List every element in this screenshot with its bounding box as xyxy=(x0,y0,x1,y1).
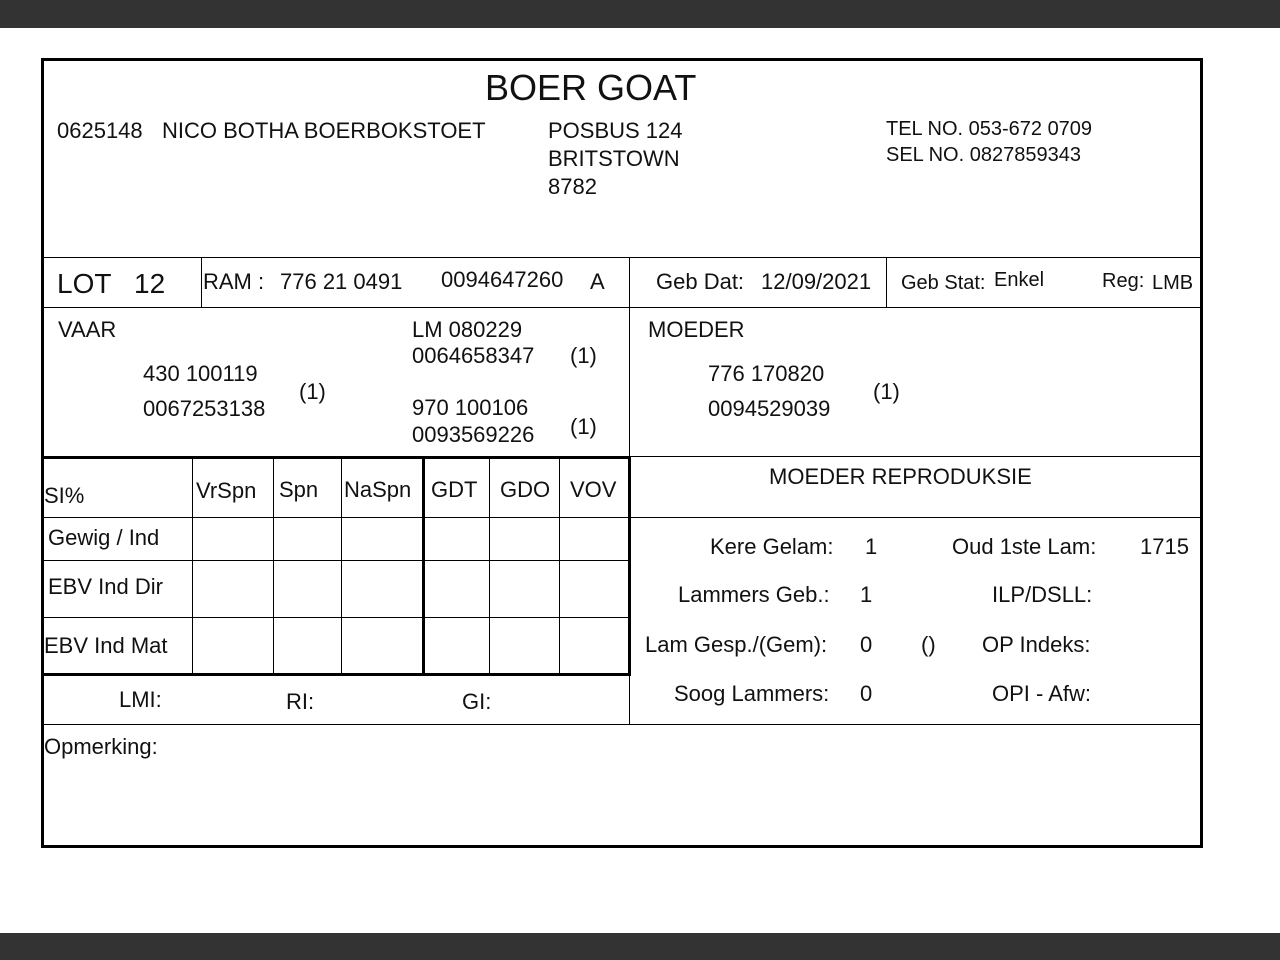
divider xyxy=(44,307,1202,308)
divider xyxy=(886,258,887,308)
grid-header-vov: VOV xyxy=(570,477,617,502)
address-line: POSBUS 124 xyxy=(548,118,683,143)
grid-col xyxy=(192,459,193,676)
gi-label: GI: xyxy=(462,689,492,714)
gesp-value: 0 xyxy=(860,632,873,657)
grid-col xyxy=(273,459,274,675)
grid-rule xyxy=(44,517,630,518)
divider xyxy=(201,258,202,308)
divider xyxy=(44,257,1202,258)
birth-date-label: Geb Dat: xyxy=(656,269,745,294)
grid-col xyxy=(559,459,560,675)
repro-heading: MOEDER REPRODUKSIE xyxy=(769,464,1032,489)
sire-id: 430 100119 xyxy=(143,361,258,386)
birth-date: 12/09/2021 xyxy=(761,269,872,294)
soog-value: 0 xyxy=(860,681,873,706)
reg-value: LMB xyxy=(1152,272,1194,294)
remarks-label: Opmerking: xyxy=(44,734,158,759)
grid-header-gdo: GDO xyxy=(500,477,551,502)
ri-label: RI: xyxy=(286,689,315,714)
kere-label: Kere Gelam: xyxy=(710,534,834,559)
grandsire-count: (1) xyxy=(570,343,597,368)
birth-status-label: Geb Stat: xyxy=(901,272,986,294)
grid-bottom-border xyxy=(44,673,631,676)
ilp-label: ILP/DSLL: xyxy=(992,582,1093,607)
op-label: OP Indeks: xyxy=(982,632,1091,657)
dam-number: 0094529039 xyxy=(708,396,831,421)
cell-number: SEL NO. 0827859343 xyxy=(886,144,1081,166)
grid-col xyxy=(628,459,631,676)
sire-number: 0067253138 xyxy=(143,396,266,421)
granddam-number: 0093569226 xyxy=(412,422,535,447)
grid-row-label: Gewig / Ind xyxy=(48,525,160,550)
grandsire-id: LM 080229 xyxy=(412,317,523,342)
breeder-code: 0625148 xyxy=(57,118,143,143)
grid-header-spn: Spn xyxy=(279,477,319,502)
grid-header-vrspn: VrSpn xyxy=(196,478,257,503)
grid-rule xyxy=(44,560,630,561)
grid-col xyxy=(489,459,490,675)
grid-top-border xyxy=(44,457,631,459)
grid-row-label: EBV Ind Mat xyxy=(44,633,168,658)
grid-header-naspn: NaSpn xyxy=(344,477,412,502)
gem-value: () xyxy=(921,632,936,657)
ram-number: 0094647260 xyxy=(441,267,564,292)
lammers-value: 1 xyxy=(860,582,873,607)
reg-label: Reg: xyxy=(1102,270,1145,292)
ram-id: 776 21 0491 xyxy=(280,269,403,294)
gesp-label: Lam Gesp./(Gem): xyxy=(645,632,828,657)
grid-rule xyxy=(44,617,630,618)
oud-value: 1715 xyxy=(1140,534,1189,559)
dam-id: 776 170820 xyxy=(708,361,825,386)
grandsire-number: 0064658347 xyxy=(412,343,535,368)
grid-col xyxy=(422,459,425,675)
address-line: 8782 xyxy=(548,174,597,199)
kere-value: 1 xyxy=(865,534,878,559)
birth-status: Enkel xyxy=(994,269,1045,291)
sire-count: (1) xyxy=(299,379,326,404)
tel-number: TEL NO. 053-672 0709 xyxy=(886,118,1093,140)
breeder-name: NICO BOTHA BOERBOKSTOET xyxy=(162,118,486,143)
dam-label: MOEDER xyxy=(648,317,745,342)
lmi-label: LMI: xyxy=(119,687,162,712)
opi-label: OPI - Afw: xyxy=(992,681,1092,706)
lot-number: 12 xyxy=(134,268,166,299)
ram-label: RAM : xyxy=(203,269,265,294)
grid-col xyxy=(341,459,342,675)
sire-label: VAAR xyxy=(58,317,117,342)
ram-grade: A xyxy=(590,269,605,294)
bottom-bar xyxy=(0,933,1280,960)
lammers-label: Lammers Geb.: xyxy=(678,582,830,607)
grid-row-label: EBV Ind Dir xyxy=(48,574,163,599)
catalogue-card xyxy=(41,58,1203,848)
soog-label: Soog Lammers: xyxy=(674,681,830,706)
granddam-count: (1) xyxy=(570,414,597,439)
grid-header-gdt: GDT xyxy=(431,477,478,502)
lot-label: LOT xyxy=(57,268,112,299)
oud-label: Oud 1ste Lam: xyxy=(952,534,1097,559)
top-bar xyxy=(0,0,1280,28)
page-title: BOER GOAT xyxy=(485,67,697,108)
divider xyxy=(630,517,1202,518)
grid-header-si: SI% xyxy=(44,483,85,508)
granddam-id: 970 100106 xyxy=(412,395,529,420)
dam-count: (1) xyxy=(873,379,900,404)
address-line: BRITSTOWN xyxy=(548,146,680,171)
divider xyxy=(44,724,1202,725)
